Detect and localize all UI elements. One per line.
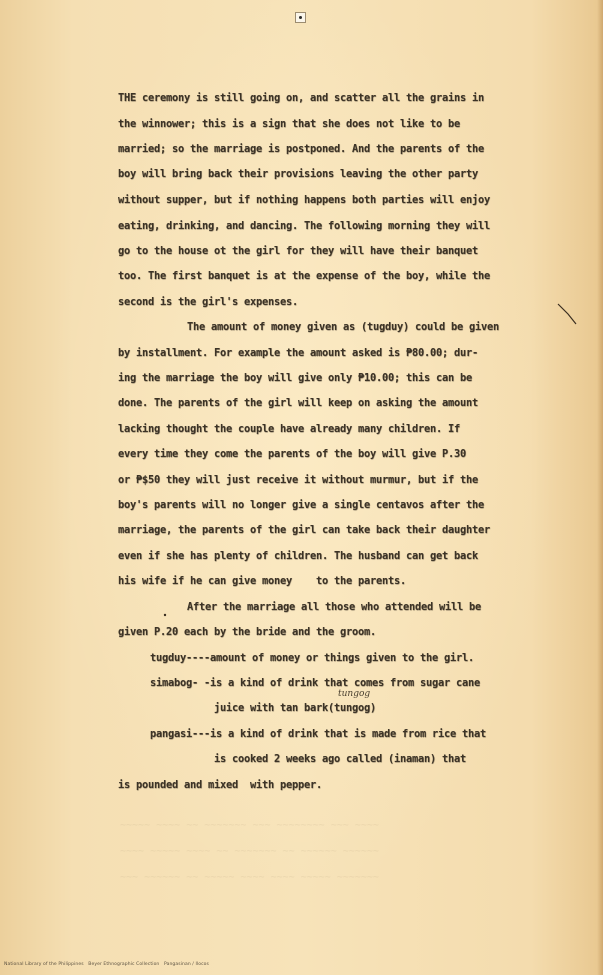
text-line: his wife if he can give money to the parents. <box>118 575 406 587</box>
glossary-entry: pangasi---is a kind of drink that is made from rice that <box>150 728 486 740</box>
text-line: by installment. For example the amount asked is ₱80.00; dur- <box>118 347 478 359</box>
text-line: marriage, the parents of the girl can take back their daughter <box>118 524 490 536</box>
text-line: ing the marriage the boy will give only ₱10.00; this can be <box>118 372 472 384</box>
paragraph-start: The amount of money given as (tugduy) could be given <box>187 321 499 333</box>
glossary-entry: simabog- -is a kind of drink that comes from sugar cane <box>150 677 480 689</box>
text-line: done. The parents of the girl will keep on asking the amount <box>118 397 478 409</box>
punch-hole-icon <box>295 12 306 23</box>
glossary-continuation: is cooked 2 weeks ago called (inaman) that <box>214 753 466 765</box>
text-line: lacking thought the couple have already many children. If <box>118 423 460 435</box>
scan-footer: National Library of the Philippines Beyer Ethnographic Collection Pangasinan / Ilocos <box>4 962 209 967</box>
text-line: the winnower; this is a sign that she does not like to be <box>118 118 460 130</box>
text-line: or ₱$50 they will just receive it without murmur, but if the <box>118 474 478 486</box>
text-line: go to the house ot the girl for they will have their banquet <box>118 245 478 257</box>
text-line: THE ceremony is still going on, and scatter all the grains in <box>118 92 484 104</box>
ink-mark-icon <box>556 300 580 328</box>
bleed-through-decoration: ~~~~~ ~~~~ ~~ ~~~~~~~ ~~~ ~~~~~~~~ ~~~ ~~~~ <box>120 820 379 831</box>
text-line: second is the girl's expenses. <box>118 296 298 308</box>
text-line: eating, drinking, and dancing. The following morning they will <box>118 220 490 232</box>
text-line: even if she has plenty of children. The husband can get back <box>118 550 478 562</box>
ink-dot-icon <box>162 612 168 618</box>
handwritten-annotation: tungog <box>338 689 371 699</box>
glossary-continuation: juice with tan bark(tungog) <box>214 702 376 714</box>
bleed-through-decoration: ~~~ ~~~~~~ ~~ ~~~~~ ~~~~ ~~~~ ~~~~~ ~~~~~~~ <box>120 872 379 883</box>
page-edge-shadow <box>597 0 603 975</box>
bleed-through-decoration: ~~~~ ~~~~~ ~~~~ ~~ ~~~~~~~ ~~ ~~~~~~ ~~~~~~ <box>120 846 379 857</box>
text-line: boy's parents will no longer give a single centavos after the <box>118 499 484 511</box>
text-line: every time they come the parents of the boy will give P.30 <box>118 448 466 460</box>
text-line: too. The first banquet is at the expense of the boy, while the <box>118 270 490 282</box>
paragraph-start: After the marriage all those who attended will be <box>187 601 481 613</box>
text-line: given P.20 each by the bride and the groom. <box>118 626 376 638</box>
text-line: boy will bring back their provisions leaving the other party <box>118 168 478 180</box>
text-line: without supper, but if nothing happens both parties will enjoy <box>118 194 490 206</box>
text-line: married; so the marriage is postponed. And the parents of the <box>118 143 484 155</box>
glossary-entry: tugduy----amount of money or things given to the girl. <box>150 652 474 664</box>
text-line: is pounded and mixed with pepper. <box>118 779 322 791</box>
